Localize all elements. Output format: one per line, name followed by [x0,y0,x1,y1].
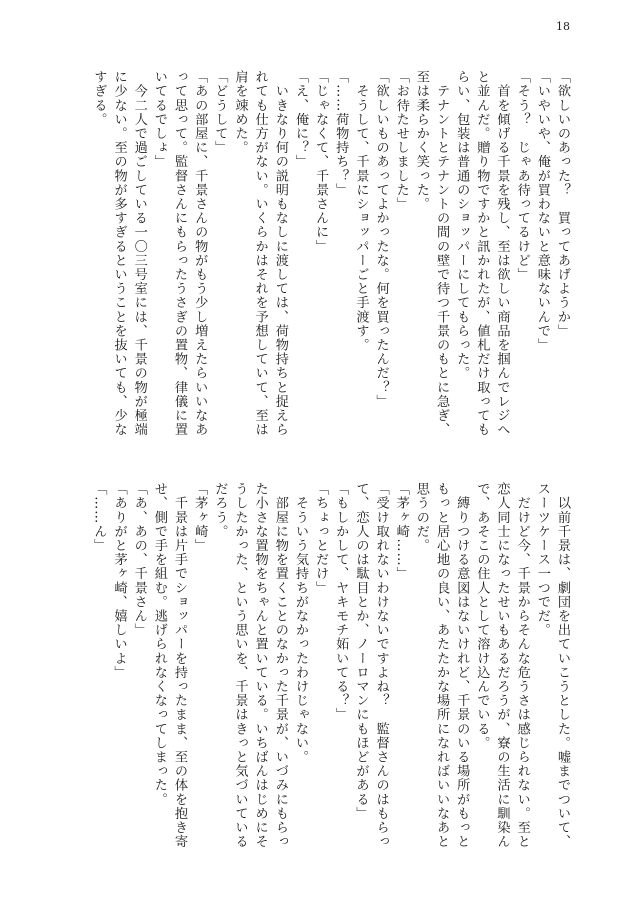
text-line: らい、包装は普通のショッパーにしてもらった。 [454,70,470,381]
text-line: 「どうして」 [212,70,228,155]
text-line: 肩を竦めた。 [232,70,248,155]
text-line: そうして、千景にショッパーごと手渡す。 [353,70,369,352]
text-line: に少ない。至の物が多すぎるということを抜いても、少な [111,70,127,437]
text-line: 「いやいや、俺が買わないと意味ないんで」 [534,70,550,352]
text-line: 首を傾げる千景を残し、至は欲しい商品を掴んでレジへ [494,70,510,437]
text-line: せ、側で手を組む。逃げられなくなってしまった。 [151,482,167,807]
text-line: 「茅ヶ崎」 [192,482,208,553]
text-line: 「……荷物持ち？」 [333,70,349,197]
text-line: 「……ん」 [91,482,107,553]
page-number: 18 [556,20,570,33]
text-line: れても仕方がない。いくらかはそれを予想していて、至は [252,70,268,437]
text-line: 思うのだ。 [413,482,429,553]
text-line: 「受け取れないわけないですよね？ 監督さんのはもらっ [373,482,389,849]
text-line: 以前千景は、劇団を出ていこうとした。嘘までついて、 [555,482,570,849]
text-line: 「欲しいものあってよかったな。何を買ったんだ？」 [373,70,389,409]
text-line: すぎる。 [91,70,107,127]
text-line: 至は柔らかく笑った。 [413,70,429,211]
text-line: 恋人同士になったせいもあるだろうが、寮の生活に馴染ん [494,482,510,849]
text-line: 「茅ヶ崎……」 [393,482,409,581]
text-line: だけど今、千景からそんな危うさは感じられない。至と [514,482,530,849]
text-line: スーツケース一つでだ。 [534,482,550,638]
text-line: て、恋人のは駄目とか、ノーロマンにもほどがある」 [353,482,369,821]
text-line: 今二人で過ごしている一〇三号室には、千景の物が極端 [131,70,147,437]
text-line: で、あそこの住人として溶け込んでいる。 [474,482,490,750]
text-line: いきなり何の説明もなしに渡しては、荷物持ちと捉えら [272,70,288,437]
text-line: 部屋に物を置くことのなかった千景が、いづみにもらっ [272,482,288,849]
text-line: 縛りつける意図はないけれど、千景のいる場所がもっと [454,482,470,849]
text-line: だろう。 [212,482,228,539]
text-line: 「そう？ じゃあ待ってるけど」 [514,70,530,282]
text-line: 千景は片手でショッパーを持ったまま、至の体を抱き寄 [172,482,188,849]
text-line: 「あ、あの、千景さん」 [131,482,147,638]
text-line: と並んだ。贈り物ですかと訊かれたが、値札だけ取っても [474,70,490,437]
text-line: 「あの部屋に、千景さんの物がもう少し増えたらいいなあ [192,70,208,437]
text-line: テナントとテナントの間の壁で待つ千景のもとに急ぎ、 [434,70,450,437]
lower-text-block [59,482,572,854]
text-line: 「ちょっとだけ」 [313,482,329,595]
text-line: 「え、俺に？」 [292,70,308,169]
text-line: 「お待たせしました」 [393,70,409,211]
text-line: 「もしかして、ヤキモチ妬いてる？」 [333,482,349,722]
text-line: そういう気持ちがなかったわけじゃない。 [292,482,308,764]
upper-text-block [59,70,572,442]
text-line: 「ありがと茅ヶ崎、嬉しいよ」 [111,482,127,680]
text-line: 「じゃなくて、千景さんに」 [313,70,329,254]
text-line: もっと居心地の良い、あたたかな場所になればいいなあと [434,482,450,849]
text-line: た小さな置物をちゃんと置いている。いちばんはじめにそ [252,482,268,849]
text-line: 「欲しいのあった？ 買ってあげようか」 [555,70,570,338]
text-line: って思って。監督さんにもらったうさぎの置物、律儀に置 [172,70,188,437]
text-line: うしたかった、という思いを、千景はきっと気づいている [232,482,248,849]
text-line: いてるでしょ」 [151,70,167,169]
